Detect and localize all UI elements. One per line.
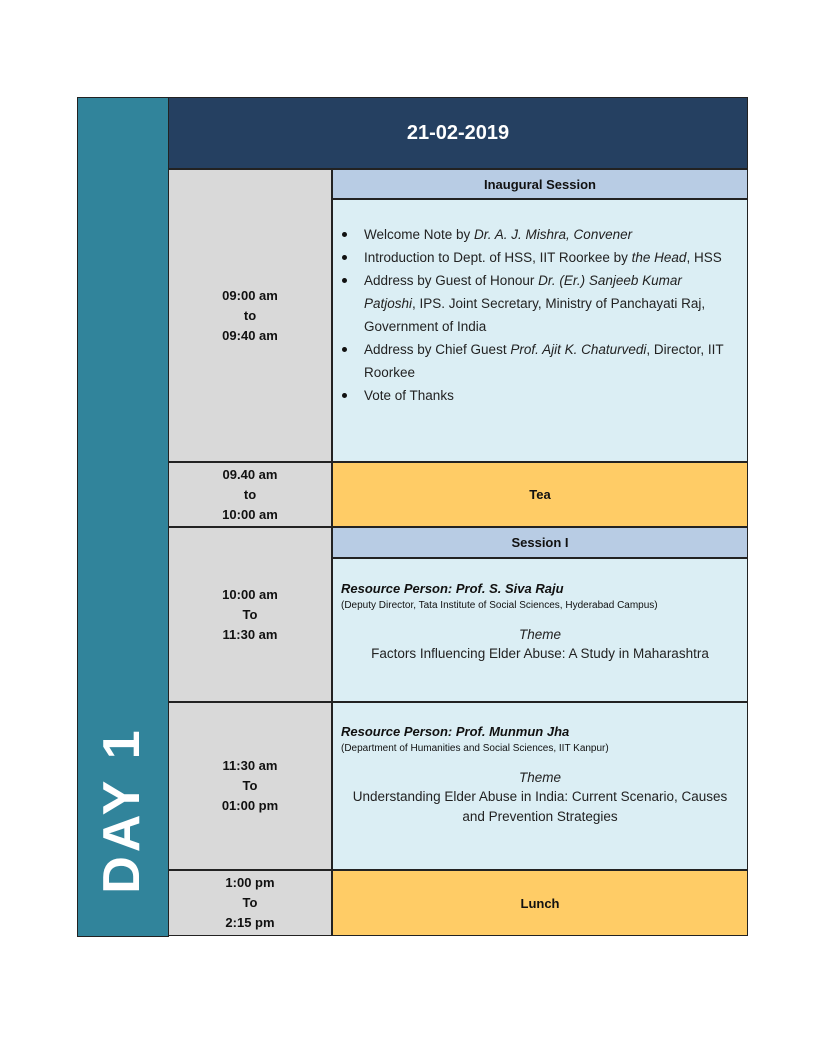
schedule-table: [168, 97, 748, 936]
tea-break: Tea: [332, 462, 748, 527]
agenda-item: Welcome Note by Dr. A. J. Mishra, Convener: [333, 223, 727, 246]
resource-affiliation: (Department of Humanities and Social Sciences, IIT Kanpur): [341, 743, 609, 754]
session1-talk2-content: [332, 702, 748, 870]
time-cell-session1-talk2: [168, 702, 332, 870]
lunch-break: Lunch: [332, 870, 748, 936]
time-cell-session1-talk1: [168, 527, 332, 702]
session1-title: Session I: [332, 527, 748, 558]
inaugural-session-title: Inaugural Session: [332, 169, 748, 199]
theme-label: Theme: [518, 627, 562, 642]
time-end: 09:40 am: [222, 327, 278, 343]
agenda-item: Introduction to Dept. of HSS, IIT Roorkee by the Head, HSS: [333, 246, 727, 269]
agenda-item: Address by Guest of Honour Dr. (Er.) Sanjeeb Kumar Patjoshi, IPS. Joint Secretary, Ministry of Panchayati Raj, Government of India: [333, 269, 727, 338]
agenda-item: Vote of Thanks: [333, 384, 727, 407]
resource-person: Resource Person: Prof. S. Siva Raju: [341, 581, 564, 596]
time-end: 10:00 am: [222, 506, 278, 522]
time-end: 2:15 pm: [225, 915, 275, 930]
theme-title: Factors Influencing Elder Abuse: A Study in Maharashtra: [371, 646, 709, 661]
inaugural-content: [332, 199, 748, 462]
time-sep: to: [243, 486, 257, 502]
theme-label: Theme: [518, 770, 562, 785]
time-sep: To: [242, 895, 258, 910]
time-sep: To: [242, 606, 258, 622]
time-start: 09.40 am: [222, 466, 278, 482]
date-header: 21-02-2019: [168, 97, 748, 169]
resource-affiliation: (Deputy Director, Tata Institute of Social Sciences, Hyderabad Campus): [341, 600, 658, 611]
time-start: 11:30 am: [222, 758, 278, 773]
time-start: 09:00 am: [222, 287, 278, 303]
agenda-item: Address by Chief Guest Prof. Ajit K. Chaturvedi, Director, IIT Roorkee: [333, 338, 727, 384]
time-sep: to: [243, 307, 257, 323]
time-start: 1:00 pm: [225, 875, 275, 890]
inaugural-agenda-list: [333, 223, 727, 407]
theme-title: Understanding Elder Abuse in India: Current Scenario, Causes and Prevention Strategies: [352, 789, 728, 824]
time-end: 11:30 am: [222, 626, 278, 642]
time-sep: To: [242, 778, 258, 793]
time-cell-lunch: [168, 870, 332, 936]
time-cell-inaugural: [168, 169, 332, 462]
session1-talk1-content: [332, 558, 748, 702]
time-start: 10:00 am: [222, 586, 278, 602]
resource-person: Resource Person: Prof. Munmun Jha: [341, 724, 570, 739]
time-end: 01:00 pm: [221, 798, 279, 813]
time-cell-tea: [168, 462, 332, 527]
day-label: DAY 1: [93, 726, 151, 894]
